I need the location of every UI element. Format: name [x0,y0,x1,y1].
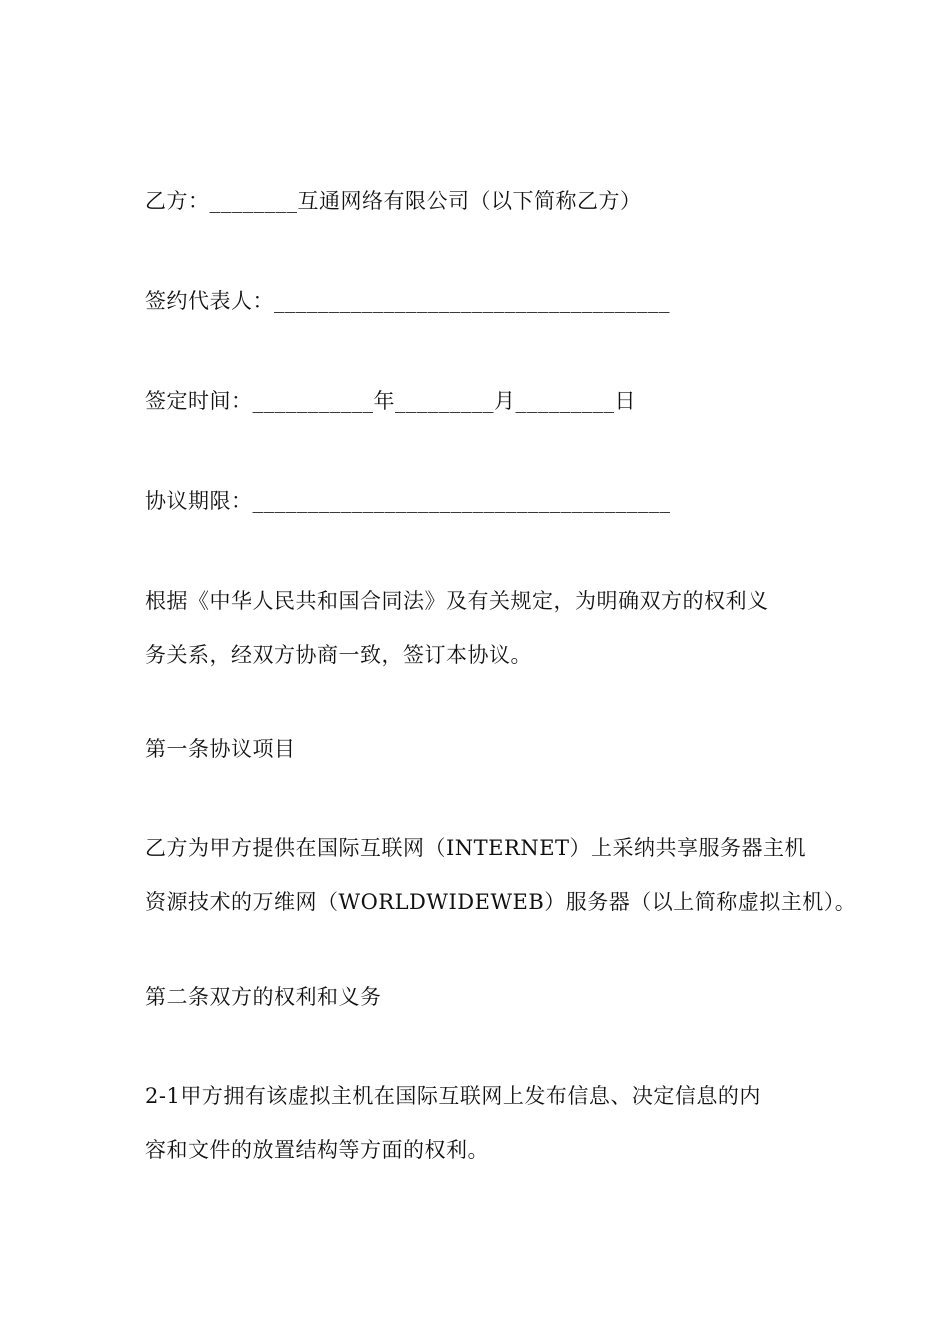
sign-date-line: 签定时间：___________年_________月_________日 [145,389,636,413]
article-1-line-2: 资源技术的万维网（WORLDWIDEWEB）服务器（以上简称虚拟主机）。 [145,890,857,914]
clause-2-1-line-2: 容和文件的放置结构等方面的权利。 [145,1138,489,1162]
preamble-paragraph [145,574,815,682]
party-b-line: 乙方：________互通网络有限公司（以下简称乙方） [145,189,642,213]
preamble-line-1: 根据《中华人民共和国合同法》及有关规定，为明确双方的权利义 [145,589,769,613]
article-1-paragraph [145,821,857,929]
article-1-line-1: 乙方为甲方提供在国际互联网（INTERNET）上采纳共享服务器主机 [145,836,807,860]
clause-2-1-line-1: 2-1甲方拥有该虚拟主机在国际互联网上发布信息、决定信息的内 [145,1084,761,1108]
article-2-heading: 第二条双方的权利和义务 [145,985,382,1009]
term-line: 协议期限：______________________________________ [145,489,671,513]
article-1-heading: 第一条协议项目 [145,737,296,761]
signatory-line: 签约代表人：____________________________________ [145,289,670,313]
preamble-line-2: 务关系，经双方协商一致，签订本协议。 [145,643,532,667]
clause-2-1-paragraph [145,1069,815,1177]
